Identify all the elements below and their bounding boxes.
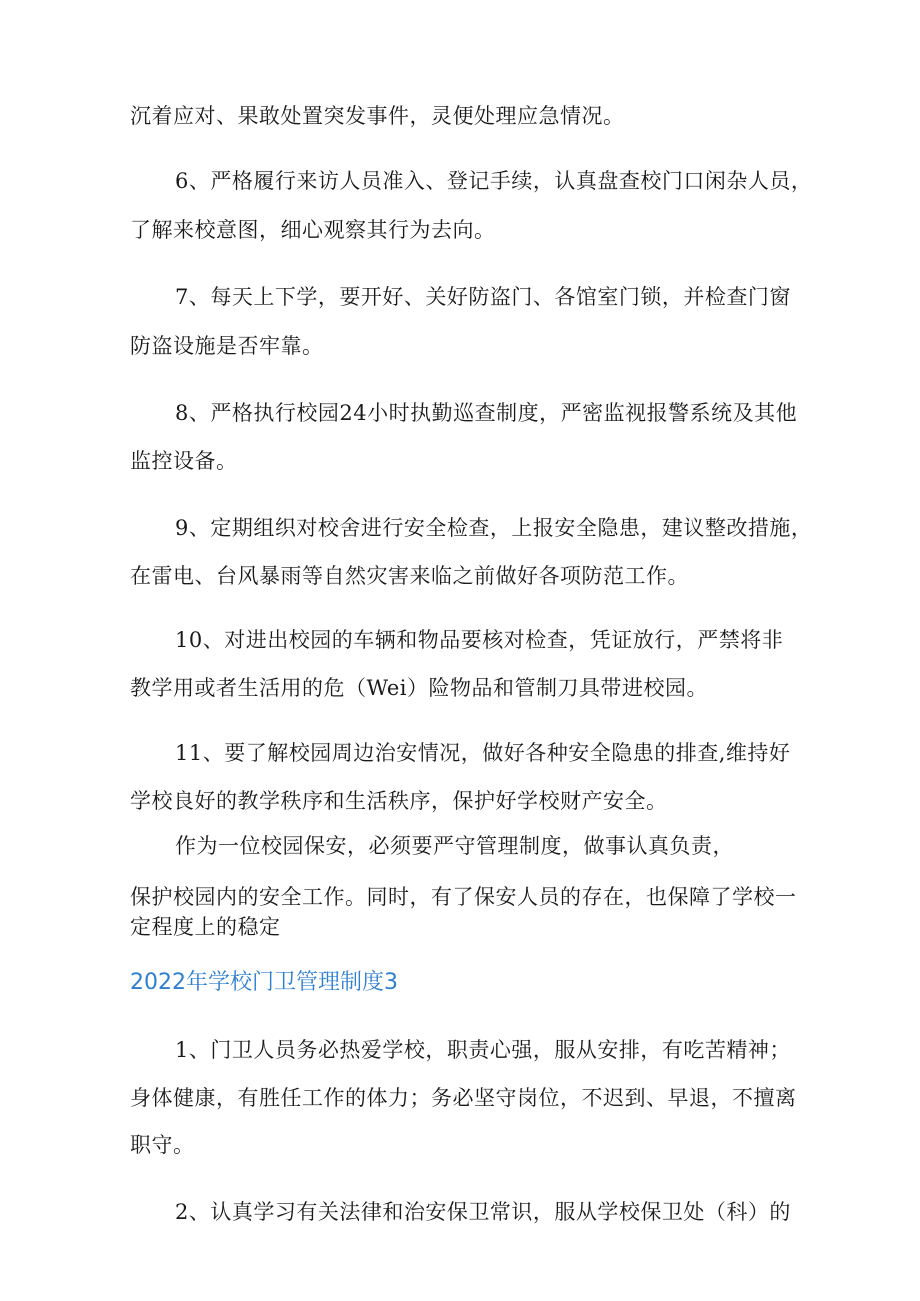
text-line: 8、严格执行校园24小时执勤巡查制度，严密监视报警系统及其他 xyxy=(175,401,798,425)
text-line: 定程度上的稳定 xyxy=(130,915,281,939)
text-line: 了解来校意图，细心观察其行为去向。 xyxy=(130,218,496,242)
text-line: 10、对进出校园的车辆和物品要核对检查，凭证放行，严禁将非 xyxy=(175,628,784,652)
section-heading: 2022年学校门卫管理制度3 xyxy=(130,970,398,995)
text-line: 2、认真学习有关法律和治安保卫常识，服从学校保卫处（科）的 xyxy=(175,1200,791,1224)
text-line: 在雷电、台风暴雨等自然灾害来临之前做好各项防范工作。 xyxy=(130,564,689,588)
text-line: 沉着应对、果敢处置突发事件，灵便处理应急情况。 xyxy=(130,104,625,128)
text-line: 9、定期组织对校舍进行安全检查，上报安全隐患，建议整改措施， xyxy=(175,516,813,540)
text-line: 1、门卫人员务必热爱学校，职责心强，服从安排，有吃苦精神； xyxy=(175,1038,791,1062)
text-line: 身体健康，有胜任工作的体力；务必坚守岗位，不迟到、早退，不擅离 xyxy=(130,1086,797,1110)
text-line: 7、每天上下学，要开好、关好防盗门、各馆室门锁，并检查门窗 xyxy=(175,285,791,309)
text-line: 作为一位校园保安，必须要严守管理制度，做事认真负责， xyxy=(175,834,734,858)
text-line: 教学用或者生活用的危（Wei）险物品和管制刀具带进校园。 xyxy=(130,676,709,700)
text-line: 学校良好的教学秩序和生活秩序，保护好学校财产安全。 xyxy=(130,789,668,813)
text-line: 防盗设施是否牢靠。 xyxy=(130,334,324,358)
text-line: 监控设备。 xyxy=(130,449,238,473)
text-line: 职守。 xyxy=(130,1133,195,1157)
text-line: 保护校园内的安全工作。同时，有了保安人员的存在，也保障了学校一 xyxy=(130,885,797,909)
text-line: 6、严格履行来访人员准入、登记手续，认真盘查校门口闲杂人员， xyxy=(175,169,813,193)
text-line: 11、要了解校园周边治安情况，做好各种安全隐患的排查,维持好 xyxy=(175,741,791,765)
